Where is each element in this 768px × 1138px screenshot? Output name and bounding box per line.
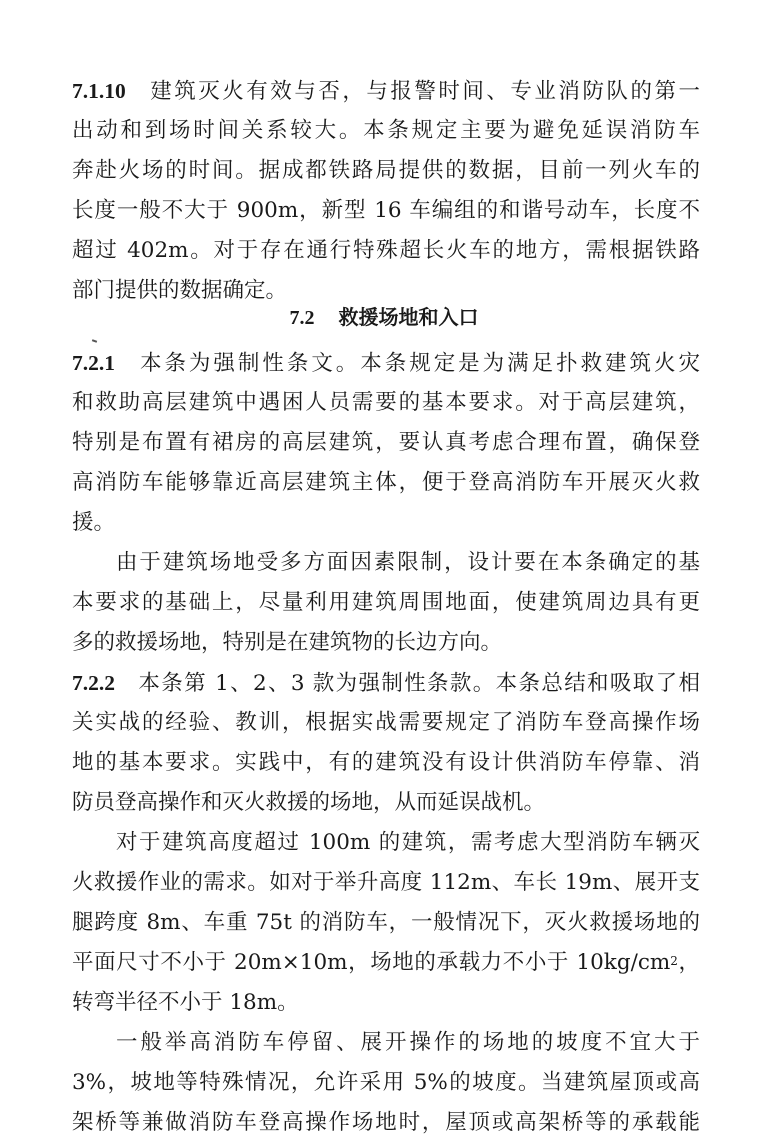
- text-line: 火救援作业的需求。如对于举升高度 112m、车长 19m、展开支: [72, 870, 700, 895]
- text-line: 防员登高操作和灭火救援的场地，从而延误战机。: [72, 790, 546, 815]
- clause-number: 7.2.1: [72, 351, 115, 375]
- text-line: 一般举高消防车停留、展开操作的场地的坡度不宜大于: [116, 1030, 700, 1055]
- text-line: 奔赴火场的时间。据成都铁路局提供的数据，目前一列火车的: [72, 158, 700, 183]
- clause-number: 7.2.2: [72, 671, 115, 695]
- text-line: 高消防车能够靠近高层建筑主体，便于登高消防车开展灭火救: [72, 470, 700, 495]
- scan-speck: [92, 339, 97, 343]
- text-line: 关实战的经验、教训，根据实战需要规定了消防车登高操作场: [72, 710, 700, 735]
- text-line: 部门提供的数据确定。: [72, 278, 288, 303]
- text-line: 本要求的基础上，尽量利用建筑周围地面，使建筑周边具有更: [72, 590, 700, 615]
- section-title: 救援场地和入口: [338, 305, 479, 329]
- text-line: 和救助高层建筑中遇困人员需要的基本要求。对于高层建筑，: [72, 390, 700, 415]
- text-line: 超过 402m。对于存在通行特殊超长火车的地方，需根据铁路: [72, 238, 700, 263]
- text-line: 地的基本要求。实践中，有的建筑没有设计供消防车停靠、消: [72, 750, 700, 775]
- clause-7-2-1-line-1: 7.2.1 本条为强制性条文。本条规定是为满足扑救建筑火灾: [72, 351, 700, 376]
- text-line: 架桥等兼做消防车登高操作场地时，屋顶或高架桥等的承载能: [72, 1110, 700, 1135]
- text-line-with-superscript: 平面尺寸不小于 20m×10m，场地的承载力不小于 $10kg/cm^2$，: [72, 950, 700, 975]
- clause-7-1-10-line-1: 7.1.10 建筑灭火有效与否，与报警时间、专业消防队的第一: [72, 79, 700, 104]
- text-line: 援。: [72, 510, 116, 535]
- text-line: 3%，坡地等特殊情况，允许采用 5%的坡度。当建筑屋顶或高: [72, 1070, 700, 1095]
- text-line: 特别是布置有裙房的高层建筑，要认真考虑合理布置，确保登: [72, 430, 700, 455]
- text-line: 由于建筑场地受多方面因素限制，设计要在本条确定的基: [116, 550, 700, 575]
- text-line: 转弯半径不小于 18m。: [72, 990, 299, 1015]
- section-number: 7.2: [289, 307, 315, 329]
- clause-7-2-2-line-1: 7.2.2 本条第 1、2、3 款为强制性条款。本条总结和吸取了相: [72, 671, 700, 696]
- text-line: 对于建筑高度超过 100m 的建筑，需考虑大型消防车辆灭: [116, 830, 700, 855]
- section-heading: [0, 302, 768, 333]
- text-line: 多的救援场地，特别是在建筑物的长边方向。: [72, 630, 503, 655]
- text-line: 长度一般不大于 900m，新型 16 车编组的和谐号动车，长度不: [72, 198, 700, 223]
- clause-number: 7.1.10: [72, 79, 126, 103]
- superscript: 2: [670, 954, 678, 968]
- text-line: 腿跨度 8m、车重 75t 的消防车，一般情况下，灭火救援场地的: [72, 910, 700, 935]
- text-line: 出动和到场时间关系较大。本条规定主要为避免延误消防车: [72, 118, 700, 143]
